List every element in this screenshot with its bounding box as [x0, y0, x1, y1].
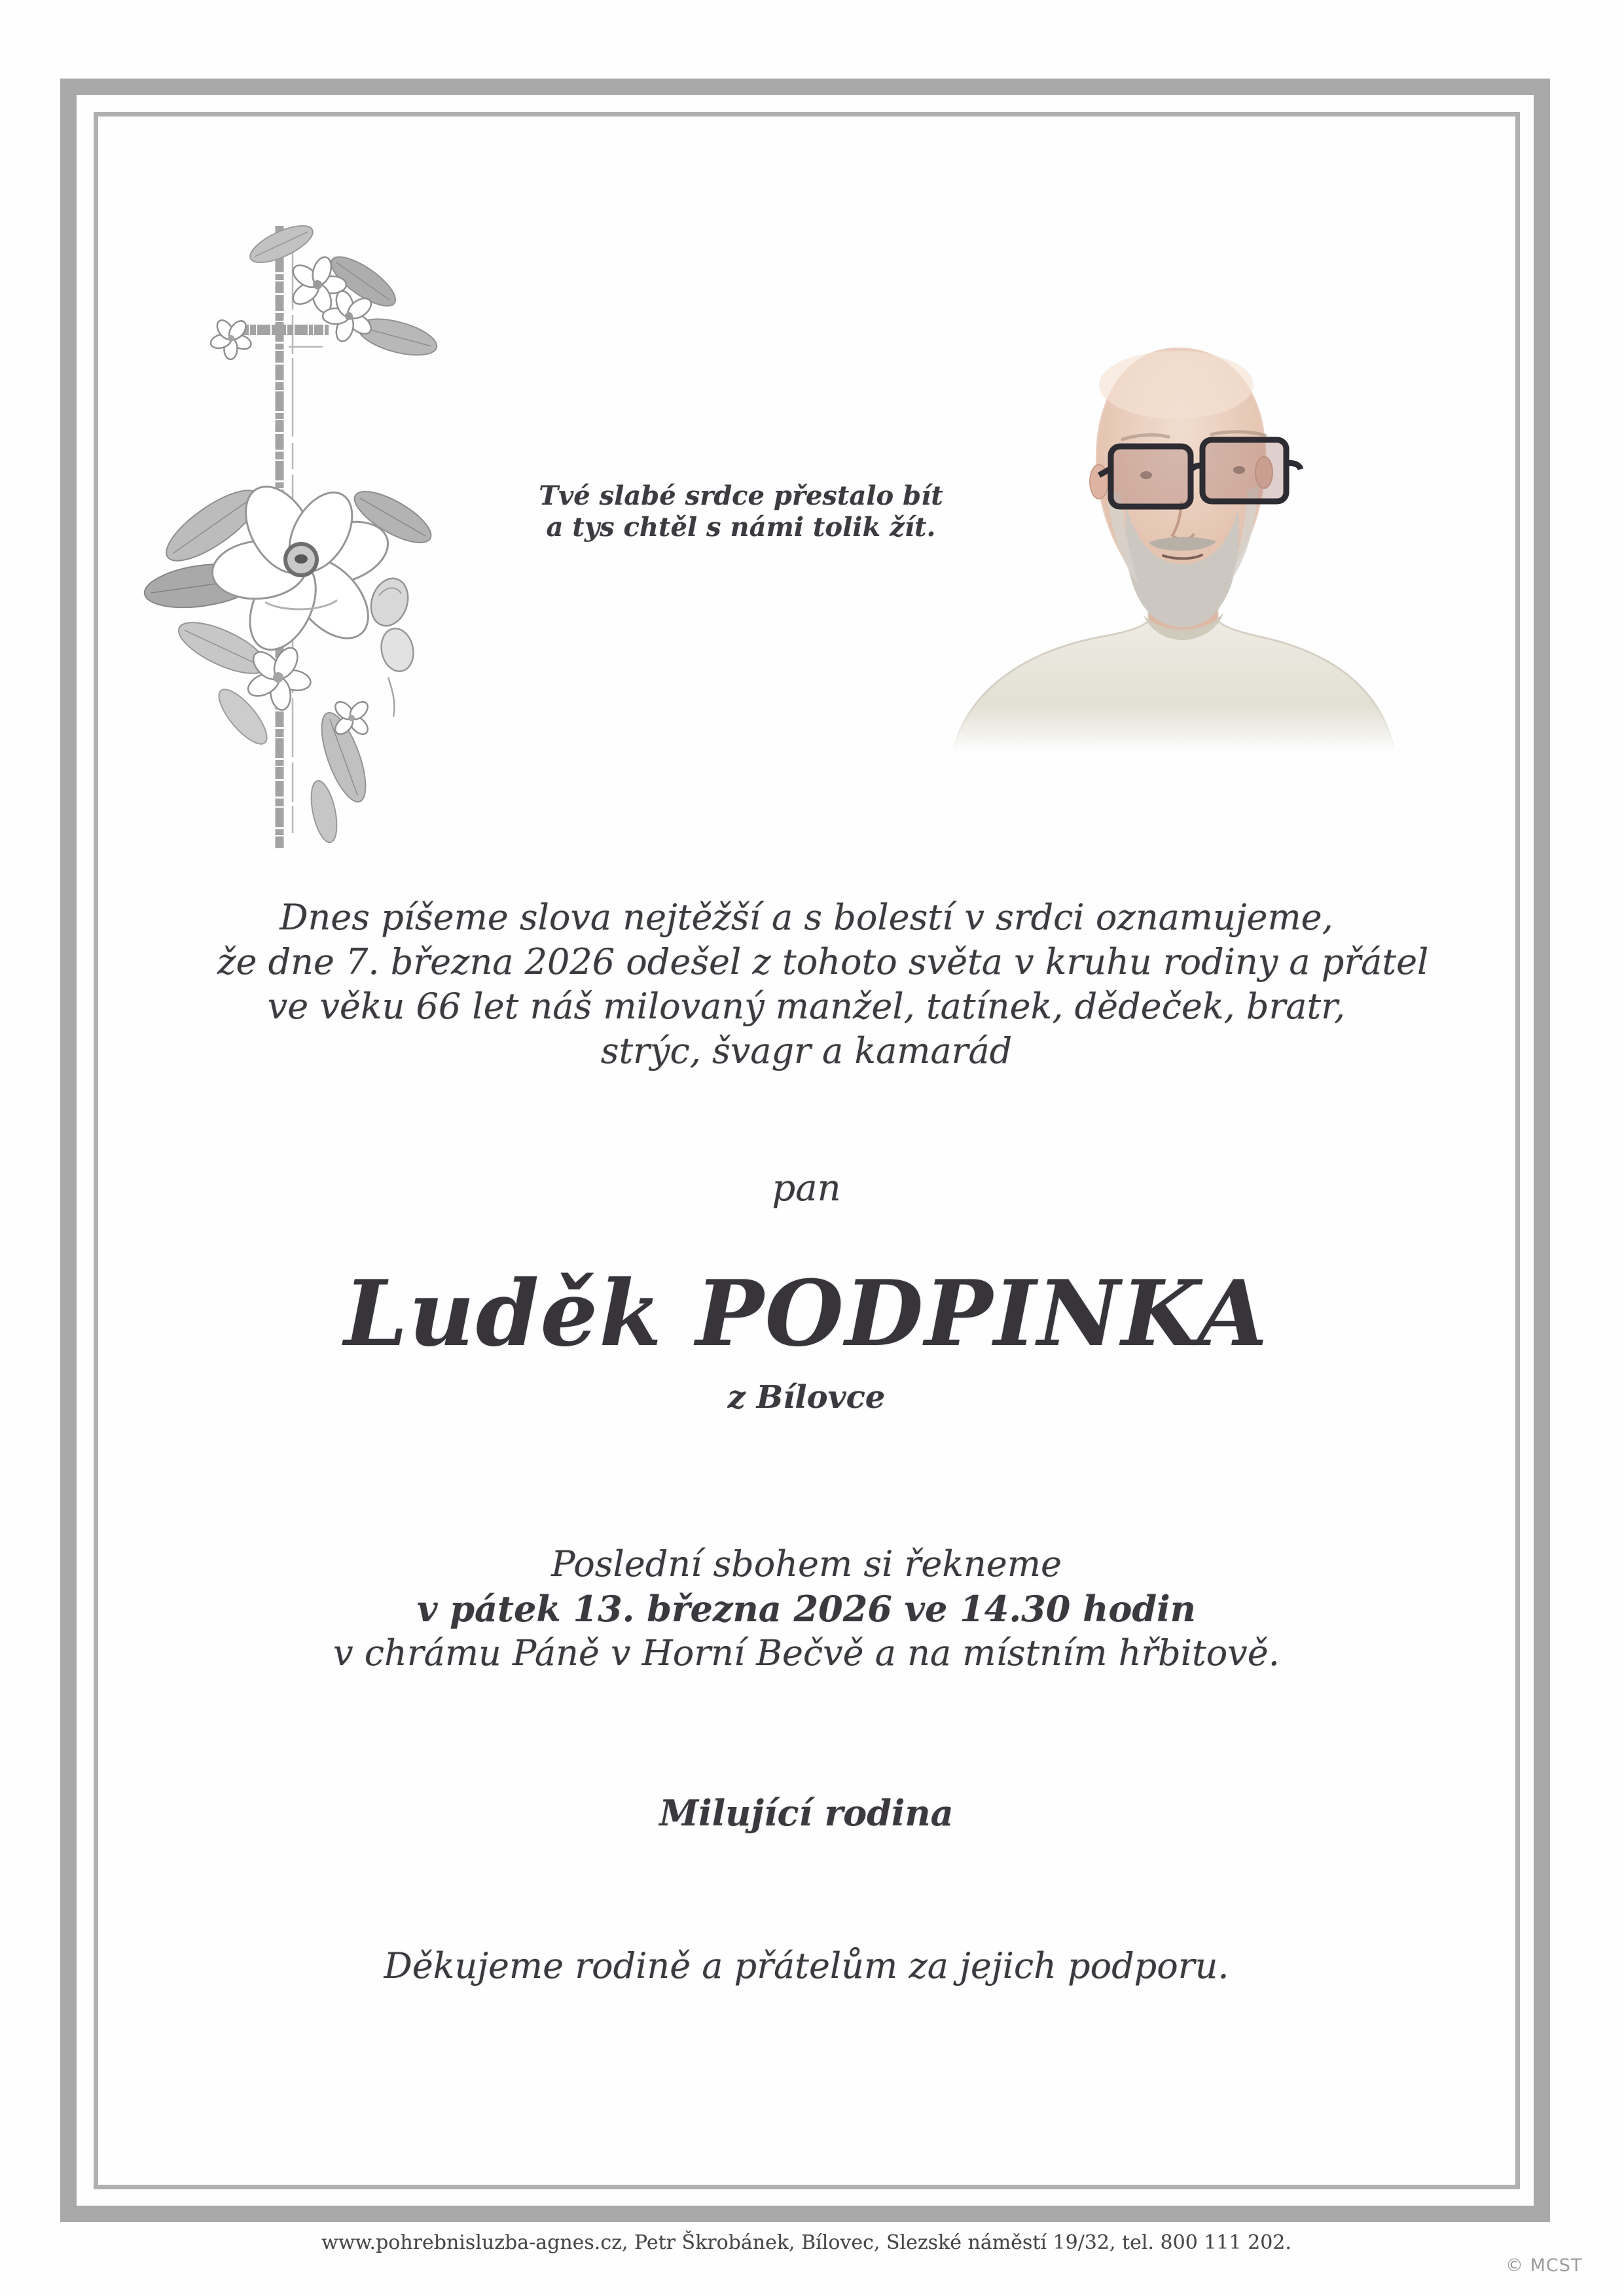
honorific: pan — [772, 1167, 841, 1210]
farewell-details — [217, 1542, 1396, 1676]
announcement-line: strýc, švagr a kamarád — [600, 1030, 1013, 1071]
crown-highlight — [1099, 351, 1254, 419]
quote-line: Tvé slabé srdce přestalo bít — [539, 480, 943, 511]
announcement-line: ve věku 66 let náš milovaný manžel, tatínek, dědeček, bratr, — [267, 986, 1346, 1027]
announcement-line: že dne 7. března 2026 odešel z tohoto světa v kruhu rodiny a přátel — [217, 941, 1429, 982]
left-eye — [1140, 471, 1152, 479]
thanks-note: Děkujeme rodině a přátelům za jejich podporu. — [384, 1945, 1229, 1986]
deceased-name: Luděk PODPINKA — [344, 1260, 1269, 1367]
deceased-origin: z Bílovce — [727, 1379, 886, 1416]
farewell-line: Poslední sbohem si řekneme — [551, 1543, 1062, 1585]
announcement-line: Dnes píšeme slova nejtěžší a s bolestí v srdci oznamujeme, — [280, 897, 1333, 938]
quote-line: a tys chtěl s námi tolik žít. — [546, 512, 936, 543]
farewell-date-line: v pátek 13. března 2026 ve 14.30 hodin — [417, 1588, 1196, 1630]
memorial-quote — [446, 480, 1036, 543]
announcement-text — [217, 895, 1429, 1073]
funeral-home-footer: www.pohrebnisluzba-agnes.cz, Petr Škrobánek, Bílovec, Slezské náměstí 19/32, tel. 800 111 202. — [321, 2231, 1291, 2254]
right-eye — [1233, 466, 1245, 474]
flower-bud-icons — [365, 573, 417, 717]
photo-fade — [933, 704, 1430, 753]
farewell-place-line: v chrámu Páně v Horní Bečvě a na místním hřbitově. — [333, 1632, 1280, 1674]
cross-flowers-illustration — [115, 219, 442, 857]
portrait-man — [933, 348, 1430, 753]
family-signature: Milující rodina — [659, 1792, 954, 1834]
copyright-watermark: © MCST — [1506, 2255, 1583, 2276]
